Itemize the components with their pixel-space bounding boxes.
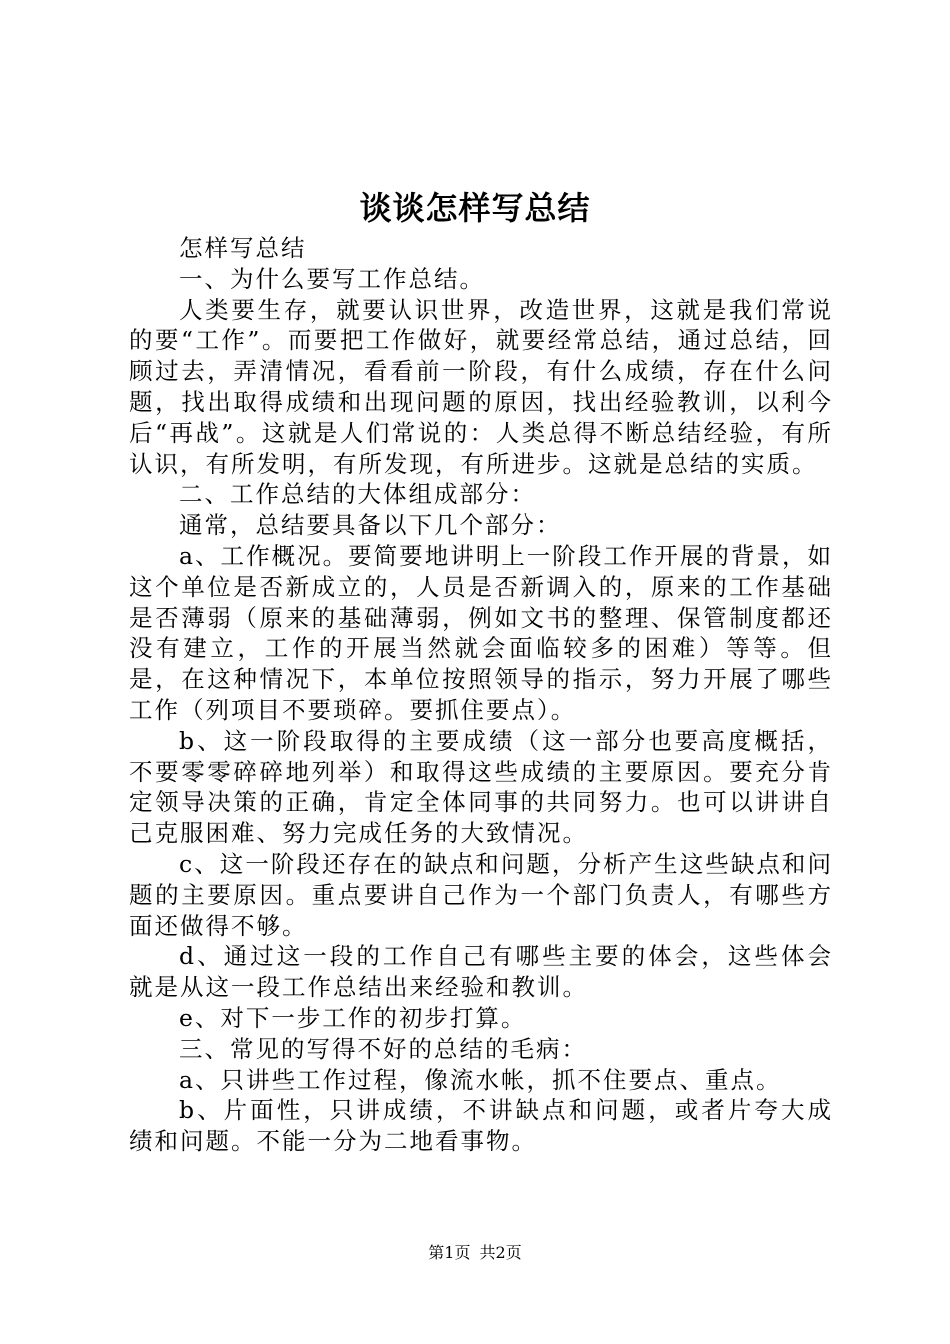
paragraph: 通常，总结要具备以下几个部分： <box>179 511 562 540</box>
paragraph-item-c: c、这一阶段还存在的缺点和问题，分析产生这些缺点和问题的主要原因。重点要讲自己作为一个部门负责人，有哪些方面还做得不够。 <box>129 849 833 940</box>
document-title: 谈谈怎样写总结 <box>359 189 591 227</box>
page-total: 共2页 <box>479 1243 522 1262</box>
paragraph-item-a: a、工作概况。要简要地讲明上一阶段工作开展的背景，如这个单位是否新成立的，人员是否新调入的，原来的工作基础是否薄弱（原来的基础薄弱，例如文书的整理、保管制度都还没有建立，工作的开展当然就会面临较多的困难）等等。但是，在这种情况下，本单位按照领导的指示，努力开展了哪些工作（列项目不要琐碎。要抓住要点）。 <box>129 541 833 724</box>
paragraph: 人类要生存，就要认识世界，改造世界，这就是我们常说的要“工作”。而要把工作做好，就要经常总结，通过总结，回顾过去，弄清情况，看看前一阶段，有什么成绩，存在什么问题，找出取得成绩和出现问题的原因，找出经验教训，以利今后“再战”。这就是人们常说的：人类总得不断总结经验，有所认识，有所发明，有所发现，有所进步。这就是总结的实质。 <box>129 295 833 478</box>
page-footer <box>0 1243 950 1263</box>
paragraph-item-a: a、只讲些工作过程，像流水帐，抓不住要点、重点。 <box>179 1065 782 1094</box>
paragraph-item-b: b、片面性，只讲成绩，不讲缺点和问题，或者片夸大成绩和问题。不能一分为二地看事物。 <box>129 1096 833 1156</box>
paragraph-heading-3: 三、常见的写得不好的总结的毛病： <box>179 1034 587 1063</box>
document-body <box>129 233 833 1157</box>
paragraph-subtitle: 怎样写总结 <box>179 234 307 262</box>
paragraph-item-d: d、通过这一段的工作自己有哪些主要的体会，这些体会就是从这一段工作总结出来经验和教训。 <box>129 942 833 1002</box>
page-number: 第1页 <box>428 1243 471 1262</box>
paragraph-item-b: b、这一阶段取得的主要成绩（这一部分也要高度概括，不要零零碎碎地列举）和取得这些成绩的主要原因。要充分肯定领导决策的正确，肯定全体同事的共同努力。也可以讲讲自己克服困难、努力完成任务的大致情况。 <box>129 726 833 848</box>
paragraph-item-e: e、对下一步工作的初步打算。 <box>179 1003 527 1032</box>
paragraph-heading-1: 一、为什么要写工作总结。 <box>179 264 485 293</box>
paragraph-heading-2: 二、工作总结的大体组成部分： <box>179 480 536 509</box>
